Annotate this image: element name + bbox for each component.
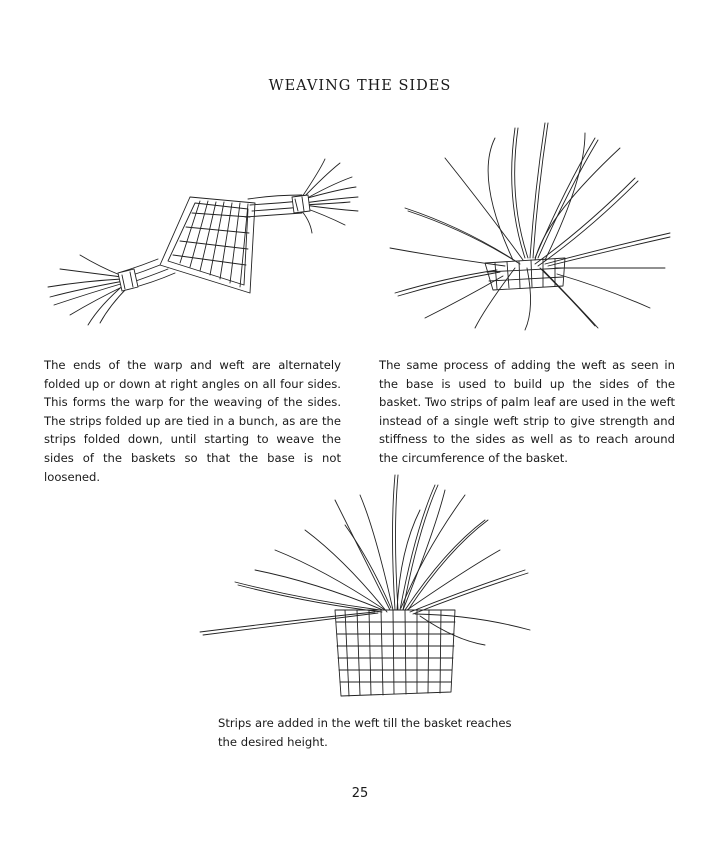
figure-basket-base	[385, 118, 675, 333]
section-title: WEAVING THE SIDES	[268, 78, 452, 94]
page-number: 25	[351, 786, 369, 801]
paragraph-bottom: Strips are added in the weft till the basket reaches the desired height.	[218, 716, 512, 749]
paragraph-right: The same process of adding the weft as seen in the base is used to build up the sides of the basket. Two strips of palm leaf are used in the weft instead of a single weft strip to give strength and stiffness to the sides as well as to reach around the circumference of the basket.	[379, 358, 675, 465]
figure-tied-bundle	[40, 155, 360, 340]
figure-basket-sides	[195, 470, 535, 705]
paragraph-left: The ends of the warp and weft are alternately folded up or down at right angles on all four sides. This forms the warp for the weaving of the sides. The strips folded up are tied in a bunch, as are the strips folded down, until starting to weave the sides of the baskets so that the base is not loosened.	[44, 358, 341, 484]
